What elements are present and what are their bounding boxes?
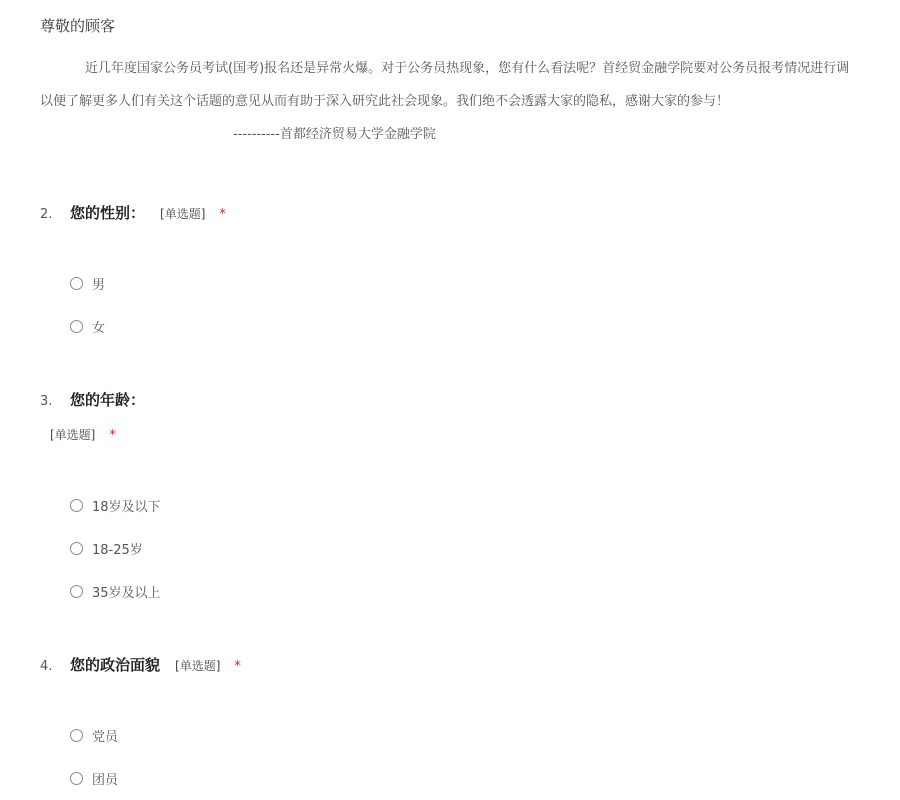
option-male[interactable]: [70, 274, 105, 293]
option-age-18-25[interactable]: [70, 539, 143, 558]
greeting-heading: 尊敬的顾客: [40, 17, 116, 35]
radio-button[interactable]: [70, 729, 83, 742]
option-label: 18岁及以下: [92, 500, 161, 515]
question-type-label: [单选题]: [160, 207, 206, 221]
radio-button[interactable]: [70, 320, 83, 333]
question-3-meta: [35, 426, 116, 443]
option-age-under-18[interactable]: [70, 496, 161, 515]
intro-signature: ----------首都经济贸易大学金融学院: [233, 127, 436, 142]
question-number: 2.: [40, 207, 53, 222]
question-number: 3.: [40, 394, 53, 409]
question-title: 您的年龄：: [70, 391, 146, 409]
option-league-member[interactable]: [70, 769, 118, 788]
question-type-label: [单选题]: [50, 428, 96, 442]
option-female[interactable]: [70, 317, 105, 336]
radio-button[interactable]: [70, 585, 83, 598]
intro-paragraph-line-1: 近几年度国家公务员考试(国考)报名还是异常火爆。对于公务员热现象，您有什么看法呢？首经贸金融学院要对公务员报考情况进行调: [85, 61, 850, 76]
option-label: 35岁及以上: [92, 586, 161, 601]
question-type-label: [单选题]: [175, 659, 221, 673]
question-2-header: [40, 202, 226, 223]
required-mark: *: [234, 659, 241, 674]
radio-button[interactable]: [70, 542, 83, 555]
intro-paragraph-line-2: 以便了解更多人们有关这个话题的意见从而有助于深入研究此社会现象。我们绝不会透露大家的隐私，感谢大家的参与！: [40, 94, 730, 109]
option-label: 团员: [92, 773, 119, 788]
radio-button[interactable]: [70, 499, 83, 512]
question-3-header: [40, 389, 145, 410]
question-4-header: [40, 654, 241, 675]
radio-button[interactable]: [70, 772, 83, 785]
option-age-35-plus[interactable]: [70, 582, 161, 601]
option-label: 党员: [92, 730, 119, 745]
option-label: 女: [92, 321, 106, 336]
option-label: 男: [92, 278, 106, 293]
option-party-member[interactable]: [70, 726, 118, 745]
radio-button[interactable]: [70, 277, 83, 290]
required-mark: *: [219, 207, 226, 222]
required-mark: *: [109, 428, 116, 443]
question-title: 您的政治面貌: [70, 656, 161, 674]
question-title: 您的性别：: [70, 204, 146, 222]
option-label: 18-25岁: [92, 543, 143, 558]
question-number: 4.: [40, 659, 53, 674]
